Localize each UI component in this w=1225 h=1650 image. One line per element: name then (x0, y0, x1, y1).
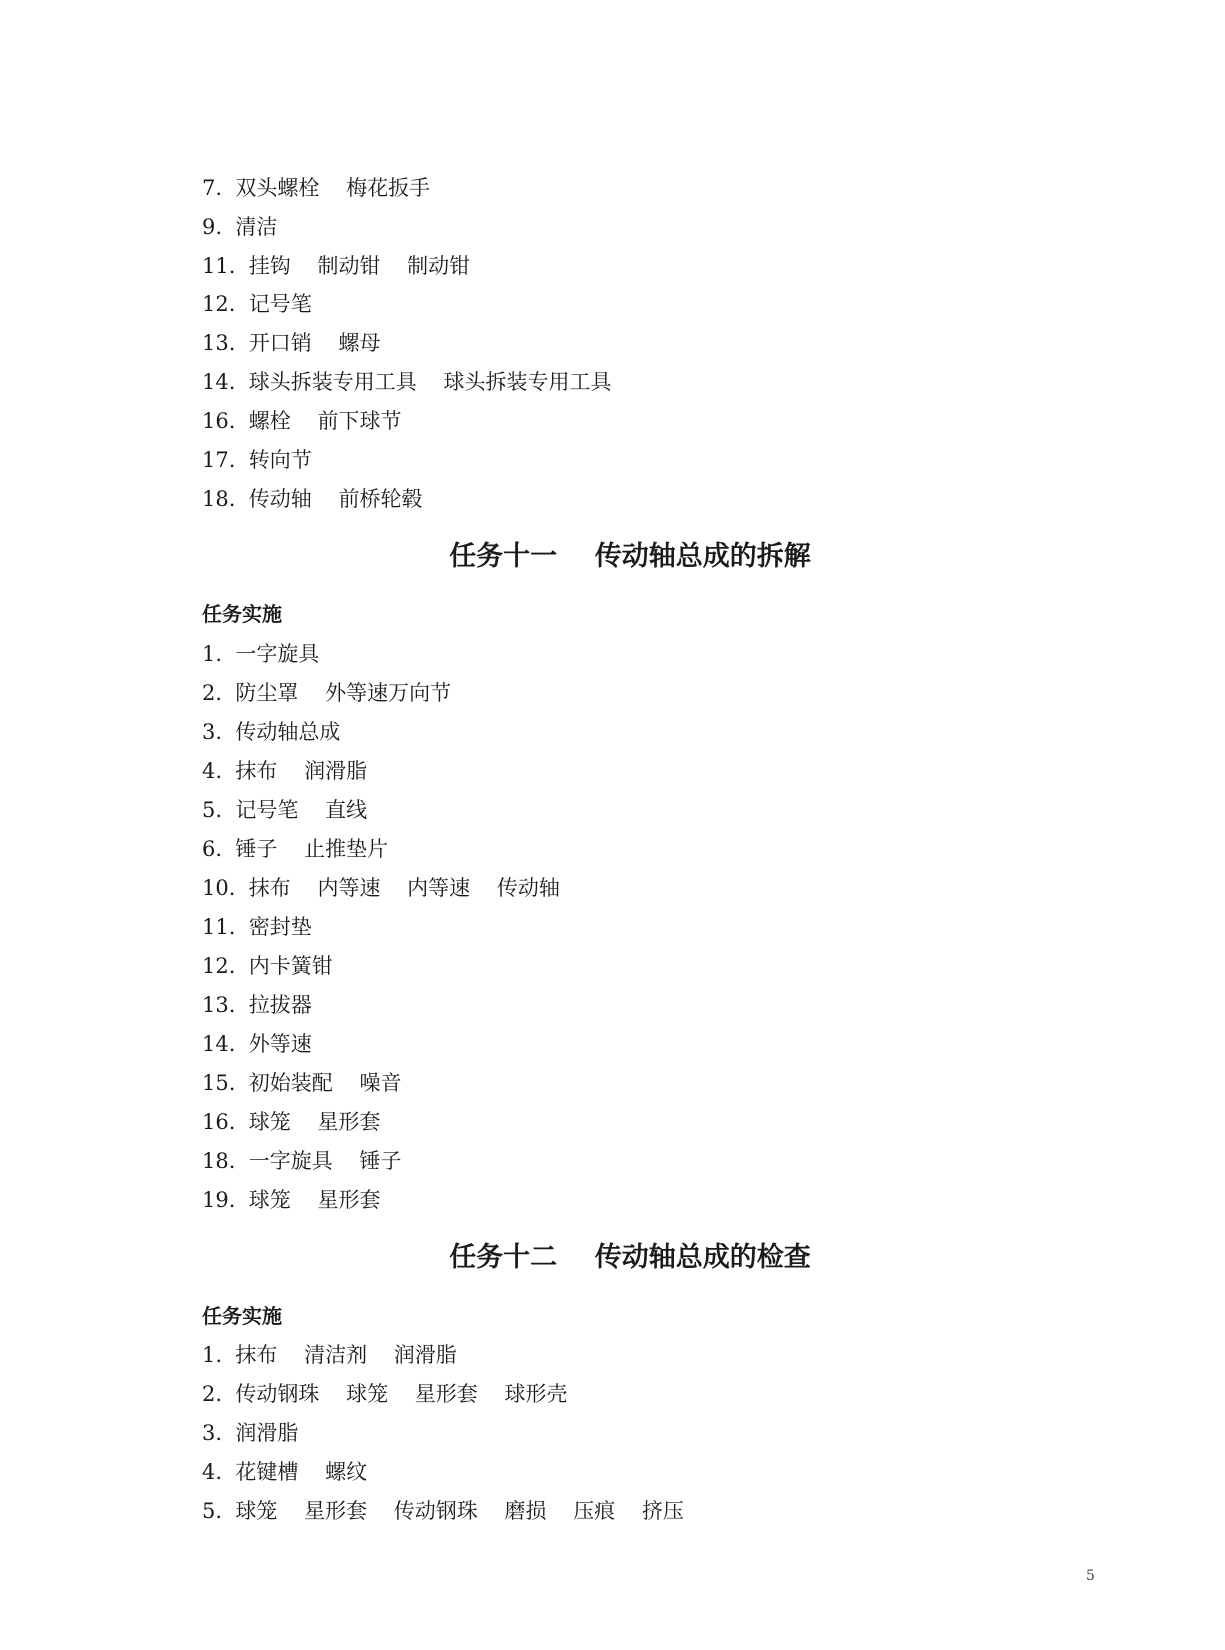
list-item: 9. 清洁 (202, 215, 278, 239)
list-item: 4. 花键槽 螺纹 (202, 1460, 368, 1484)
list-item: 5. 球笼 星形套 传动钢珠 磨损 压痕 挤压 (202, 1499, 684, 1523)
task11-title: 任务十一 传动轴总成的拆解 (449, 541, 811, 572)
list-item: 3. 传动轴总成 (202, 720, 341, 744)
list-item: 6. 锤子 止推垫片 (202, 837, 389, 861)
page-number: 5 (1086, 1568, 1095, 1584)
task12-subheading: 任务实施 (202, 1304, 282, 1328)
list-item: 16. 球笼 星形套 (202, 1110, 381, 1134)
list-item: 13. 拉拔器 (202, 993, 312, 1017)
list-item: 13. 开口销 螺母 (202, 331, 381, 355)
list-item: 4. 抹布 润滑脂 (202, 759, 368, 783)
list-item: 18. 一字旋具 锤子 (202, 1149, 402, 1173)
list-item: 12. 记号笔 (202, 292, 312, 316)
list-item: 18. 传动轴 前桥轮毂 (202, 487, 423, 511)
list-item: 5. 记号笔 直线 (202, 798, 368, 822)
list-item: 11. 密封垫 (202, 915, 312, 939)
list-item: 16. 螺栓 前下球节 (202, 409, 402, 433)
list-item: 10. 抹布 内等速 内等速 传动轴 (202, 876, 560, 900)
list-item: 2. 防尘罩 外等速万向节 (202, 681, 452, 705)
list-item: 3. 润滑脂 (202, 1421, 299, 1445)
task12-title: 任务十二 传动轴总成的检查 (449, 1242, 811, 1273)
list-item: 11. 挂钩 制动钳 制动钳 (202, 254, 471, 278)
list-item: 2. 传动钢珠 球笼 星形套 球形壳 (202, 1382, 568, 1406)
list-item: 7. 双头螺栓 梅花扳手 (202, 176, 431, 200)
list-item: 15. 初始装配 噪音 (202, 1071, 402, 1095)
list-item: 12. 内卡簧钳 (202, 954, 333, 978)
list-item: 1. 抹布 清洁剂 润滑脂 (202, 1343, 457, 1367)
list-item: 1. 一字旋具 (202, 642, 320, 666)
list-item: 19. 球笼 星形套 (202, 1188, 381, 1212)
list-item: 14. 外等速 (202, 1032, 312, 1056)
task11-subheading: 任务实施 (202, 602, 282, 626)
list-item: 14. 球头拆装专用工具 球头拆装专用工具 (202, 370, 612, 394)
list-item: 17. 转向节 (202, 448, 312, 472)
